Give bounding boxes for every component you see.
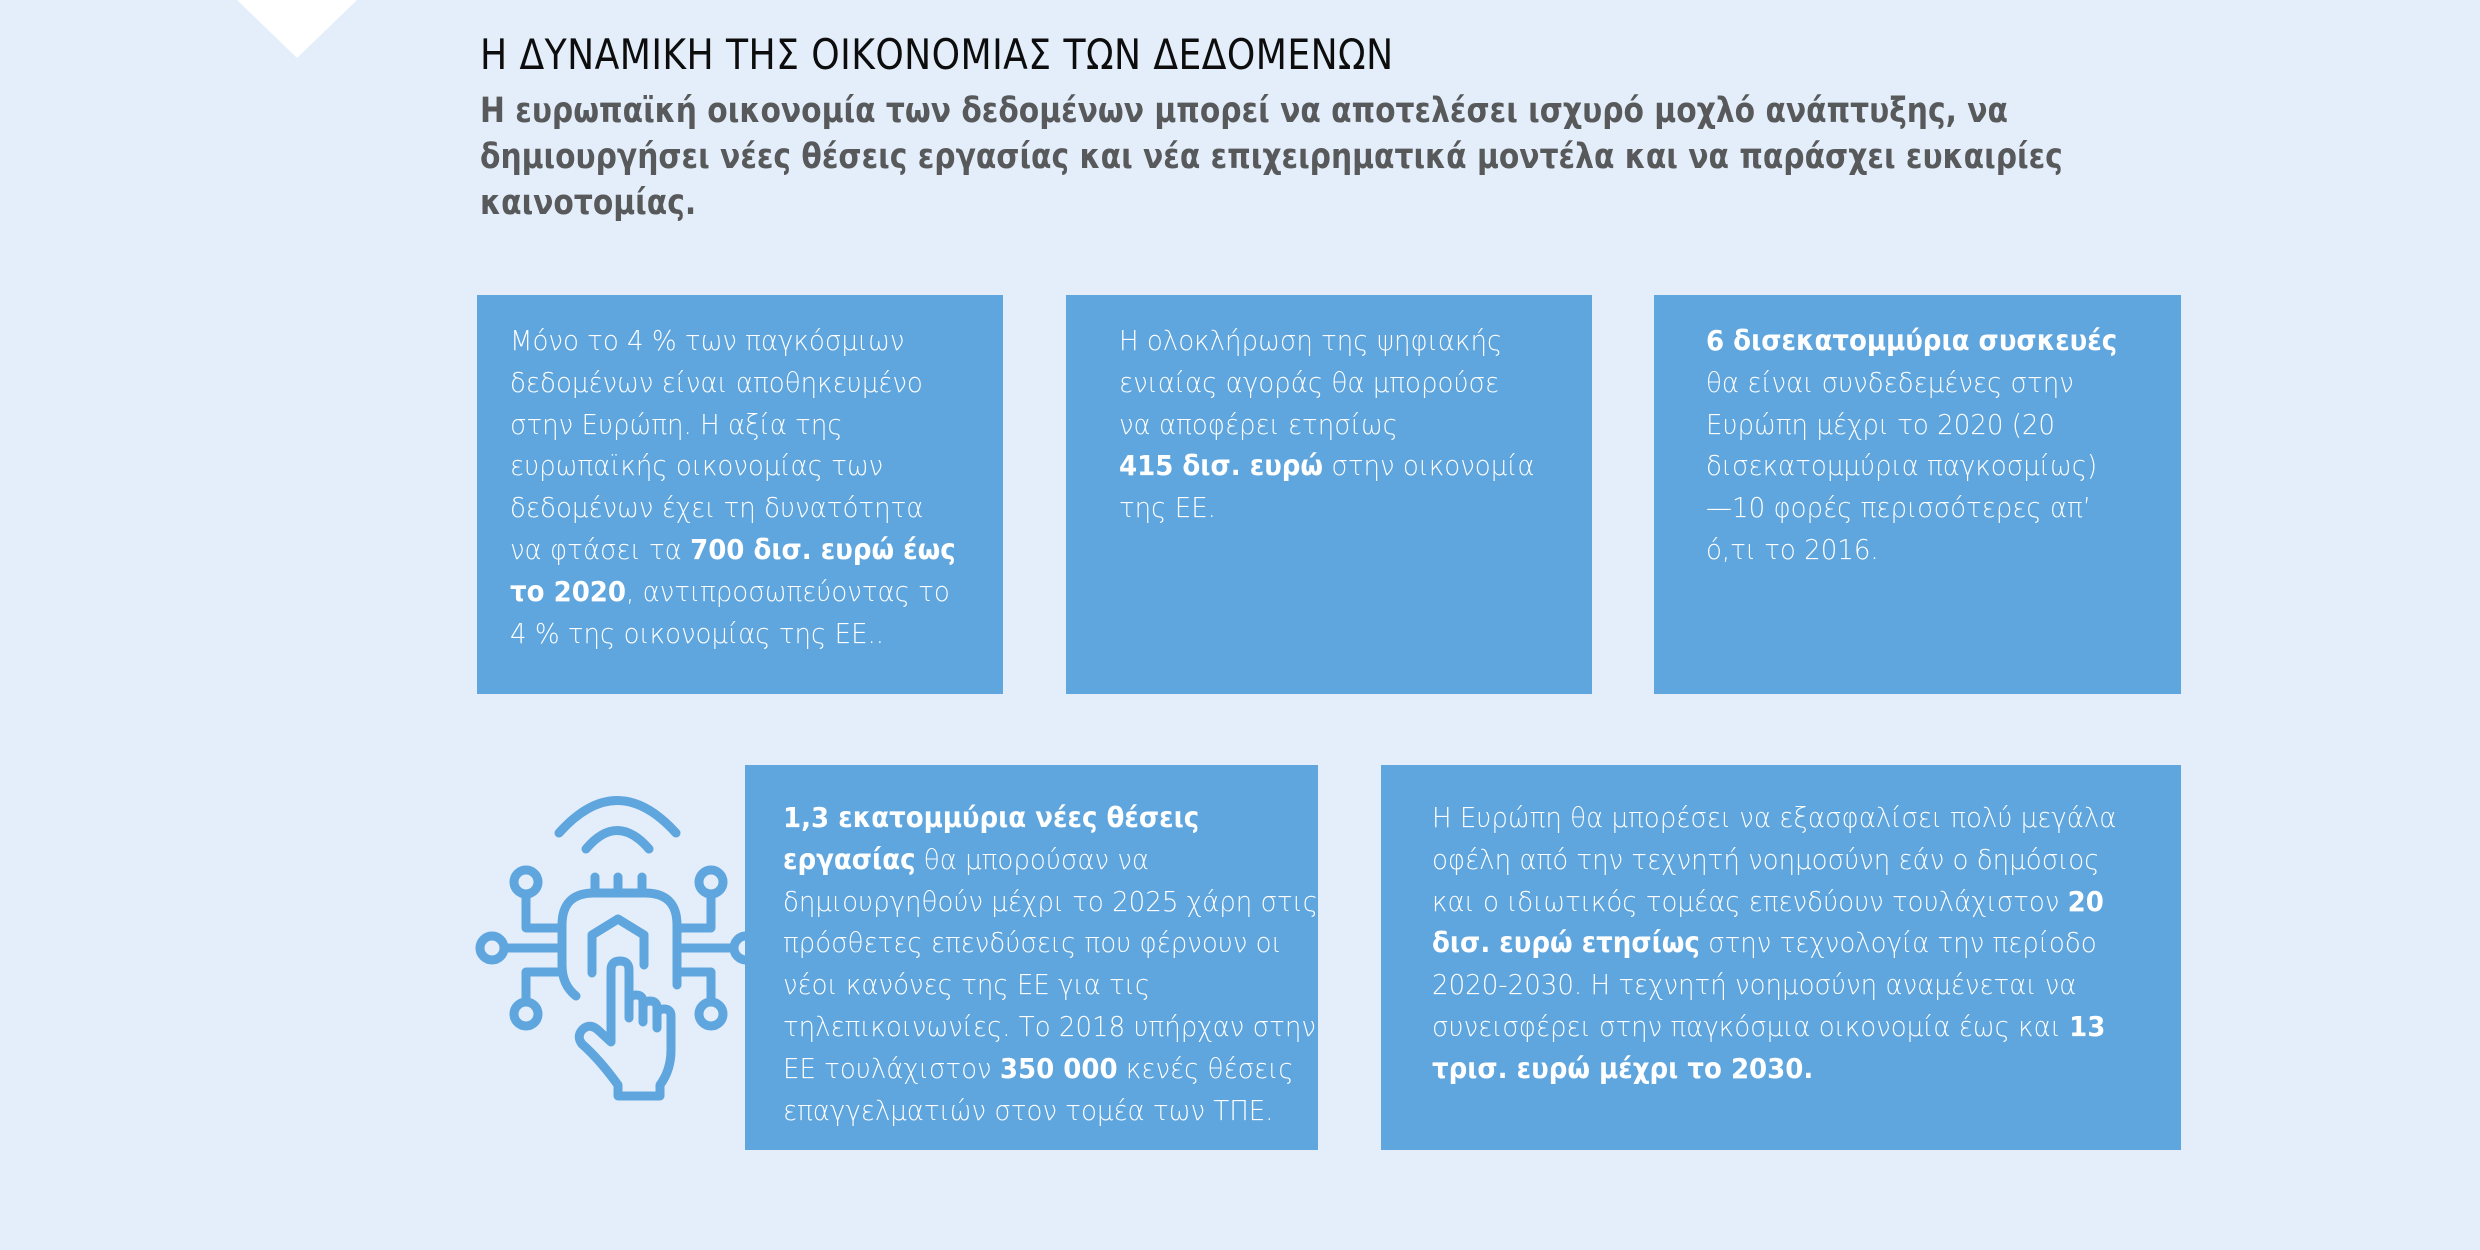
card-line bbox=[510, 320, 1012, 362]
body-text: ευρωπαϊκής οικονομίας των bbox=[510, 449, 884, 483]
highlight-text: 13 bbox=[2069, 1009, 2106, 1043]
card-line bbox=[510, 529, 1012, 571]
card-line bbox=[510, 613, 1012, 655]
card-line bbox=[783, 1090, 1318, 1132]
body-text: δεδομένων είναι αποθηκευμένο bbox=[510, 365, 923, 399]
body-text: θα είναι συνδεδεμένες στην bbox=[1706, 365, 2074, 399]
highlight-text: 20 bbox=[2067, 884, 2104, 918]
card-line bbox=[510, 571, 1012, 613]
stat-card-data-storage bbox=[477, 295, 1003, 694]
card-line bbox=[783, 922, 1318, 964]
card-line bbox=[1432, 922, 2176, 964]
stat-card-connected-devices bbox=[1654, 295, 2181, 694]
triangle-marker-icon bbox=[237, 0, 357, 58]
highlight-text: 1,3 εκατομμύρια νέες θέσεις bbox=[783, 801, 1200, 834]
card-line bbox=[1706, 487, 2190, 529]
body-text: ενιαίας αγοράς θα μπορούσε bbox=[1119, 365, 1500, 399]
card-line bbox=[783, 839, 1318, 881]
stat-card-digital-single-market bbox=[1066, 295, 1592, 694]
card-line bbox=[783, 964, 1318, 1006]
body-text: θα μπορούσαν να bbox=[915, 842, 1150, 876]
page-subtitle: Η ευρωπαϊκή οικονομία των δεδομένων μπορεί να αποτελέσει ισχυρό μοχλό ανάπτυξης, να δημιουργήσει νέες θέσεις εργασίας και νέα επιχειρηματικά μοντέλα και να παράσχει ευκαιρίες καινοτομίας. bbox=[480, 91, 2063, 223]
card-line bbox=[1706, 362, 2190, 404]
stat-card-new-jobs bbox=[745, 765, 1318, 1150]
body-text: πρόσθετες επενδύσεις που φέρνουν οι bbox=[783, 926, 1282, 960]
body-text: δημιουργηθούν μέχρι το 2025 χάρη στις bbox=[783, 884, 1319, 918]
hand-touch-circuit-icon bbox=[470, 780, 745, 1110]
highlight-text: δισ. ευρώ ετησίως bbox=[1432, 926, 1700, 960]
body-text: ό,τι το 2016. bbox=[1706, 532, 1879, 566]
card-line bbox=[783, 797, 1318, 839]
card-line bbox=[1706, 529, 2190, 571]
body-text: στην οικονομία bbox=[1323, 449, 1535, 483]
body-text: 2020-2030. Η τεχνητή νοημοσύνη αναμένεται να bbox=[1432, 968, 2077, 1002]
card-line bbox=[783, 1006, 1318, 1048]
card-line bbox=[1119, 445, 1603, 487]
body-text: να αποφέρει ετησίως bbox=[1119, 407, 1398, 441]
card-line bbox=[1119, 487, 1603, 529]
body-text: , αντιπροσωπεύοντας το bbox=[626, 574, 950, 608]
body-text: Μόνο το 4 % των παγκόσμιων bbox=[510, 324, 905, 357]
card-line bbox=[1706, 320, 2190, 362]
card-line bbox=[783, 881, 1318, 923]
card-line bbox=[1432, 839, 2176, 881]
body-text: στην Ευρώπη. Η αξία της bbox=[510, 407, 843, 441]
highlight-text: 6 δισεκατομμύρια συσκευές bbox=[1706, 324, 2118, 357]
highlight-text: 700 δισ. ευρώ έως bbox=[690, 532, 956, 566]
body-text: στην τεχνολογία την περίοδο bbox=[1699, 926, 2097, 960]
card-line bbox=[1706, 445, 2190, 487]
body-text: Η Ευρώπη θα μπορέσει να εξασφαλίσει πολύ μεγάλα bbox=[1432, 801, 2117, 834]
card-text bbox=[783, 797, 1318, 1131]
card-line bbox=[1432, 797, 2176, 839]
card-line bbox=[1119, 320, 1603, 362]
card-line bbox=[1432, 1006, 2176, 1048]
body-text: δεδομένων έχει τη δυνατότητα bbox=[510, 491, 924, 525]
body-text: επαγγελματιών στον τομέα των ΤΠΕ. bbox=[783, 1093, 1274, 1127]
body-text: νέοι κανόνες της ΕΕ για τις bbox=[783, 968, 1151, 1002]
body-text: να φτάσει τα bbox=[510, 532, 691, 566]
card-line bbox=[1432, 964, 2176, 1006]
highlight-text: 415 δισ. ευρώ bbox=[1119, 449, 1324, 483]
body-text: δισεκατομμύρια παγκοσμίως) bbox=[1706, 449, 2098, 483]
card-line bbox=[510, 445, 1012, 487]
body-text: 4 % της οικονομίας της ΕΕ.. bbox=[510, 616, 885, 650]
body-text: της ΕΕ. bbox=[1119, 491, 1216, 525]
body-text: τηλεπικοινωνίες. Το 2018 υπήρχαν στην bbox=[783, 1009, 1316, 1043]
body-text: Η ολοκλήρωση της ψηφιακής bbox=[1119, 324, 1503, 357]
card-line bbox=[510, 487, 1012, 529]
stat-card-artificial-intelligence bbox=[1381, 765, 2181, 1150]
body-text: συνεισφέρει στην παγκόσμια οικονομία έως και bbox=[1432, 1009, 2070, 1043]
highlight-text: τρισ. ευρώ μέχρι το 2030. bbox=[1432, 1051, 1814, 1085]
highlight-text: το 2020 bbox=[510, 574, 627, 608]
card-text bbox=[1706, 320, 2190, 571]
highlight-text: 350 000 bbox=[999, 1051, 1118, 1085]
body-text: και ο ιδιωτικός τομέας επενδύουν τουλάχιστον bbox=[1432, 884, 2068, 918]
card-line bbox=[1119, 404, 1603, 446]
card-text bbox=[510, 320, 1012, 654]
body-text: Ευρώπη μέχρι το 2020 (20 bbox=[1706, 407, 2055, 441]
body-text: —10 φορές περισσότερες απ’ bbox=[1706, 491, 2092, 525]
body-text: ΕΕ τουλάχιστον bbox=[783, 1051, 1000, 1085]
card-line bbox=[1706, 404, 2190, 446]
card-line bbox=[1432, 1048, 2176, 1090]
page-title: Η ΔΥΝΑΜΙΚΗ ΤΗΣ ΟΙΚΟΝΟΜΙΑΣ ΤΩΝ ΔΕΔΟΜΕΝΩΝ bbox=[480, 30, 1394, 79]
card-line bbox=[783, 1048, 1318, 1090]
card-line bbox=[1119, 362, 1603, 404]
body-text: κενές θέσεις bbox=[1117, 1051, 1294, 1085]
card-text bbox=[1432, 797, 2176, 1090]
highlight-text: εργασίας bbox=[783, 842, 916, 876]
card-text bbox=[1119, 320, 1603, 529]
card-line bbox=[510, 404, 1012, 446]
body-text: οφέλη από την τεχνητή νοημοσύνη εάν ο δημόσιος bbox=[1432, 842, 2100, 876]
card-line bbox=[1432, 881, 2176, 923]
card-line bbox=[510, 362, 1012, 404]
